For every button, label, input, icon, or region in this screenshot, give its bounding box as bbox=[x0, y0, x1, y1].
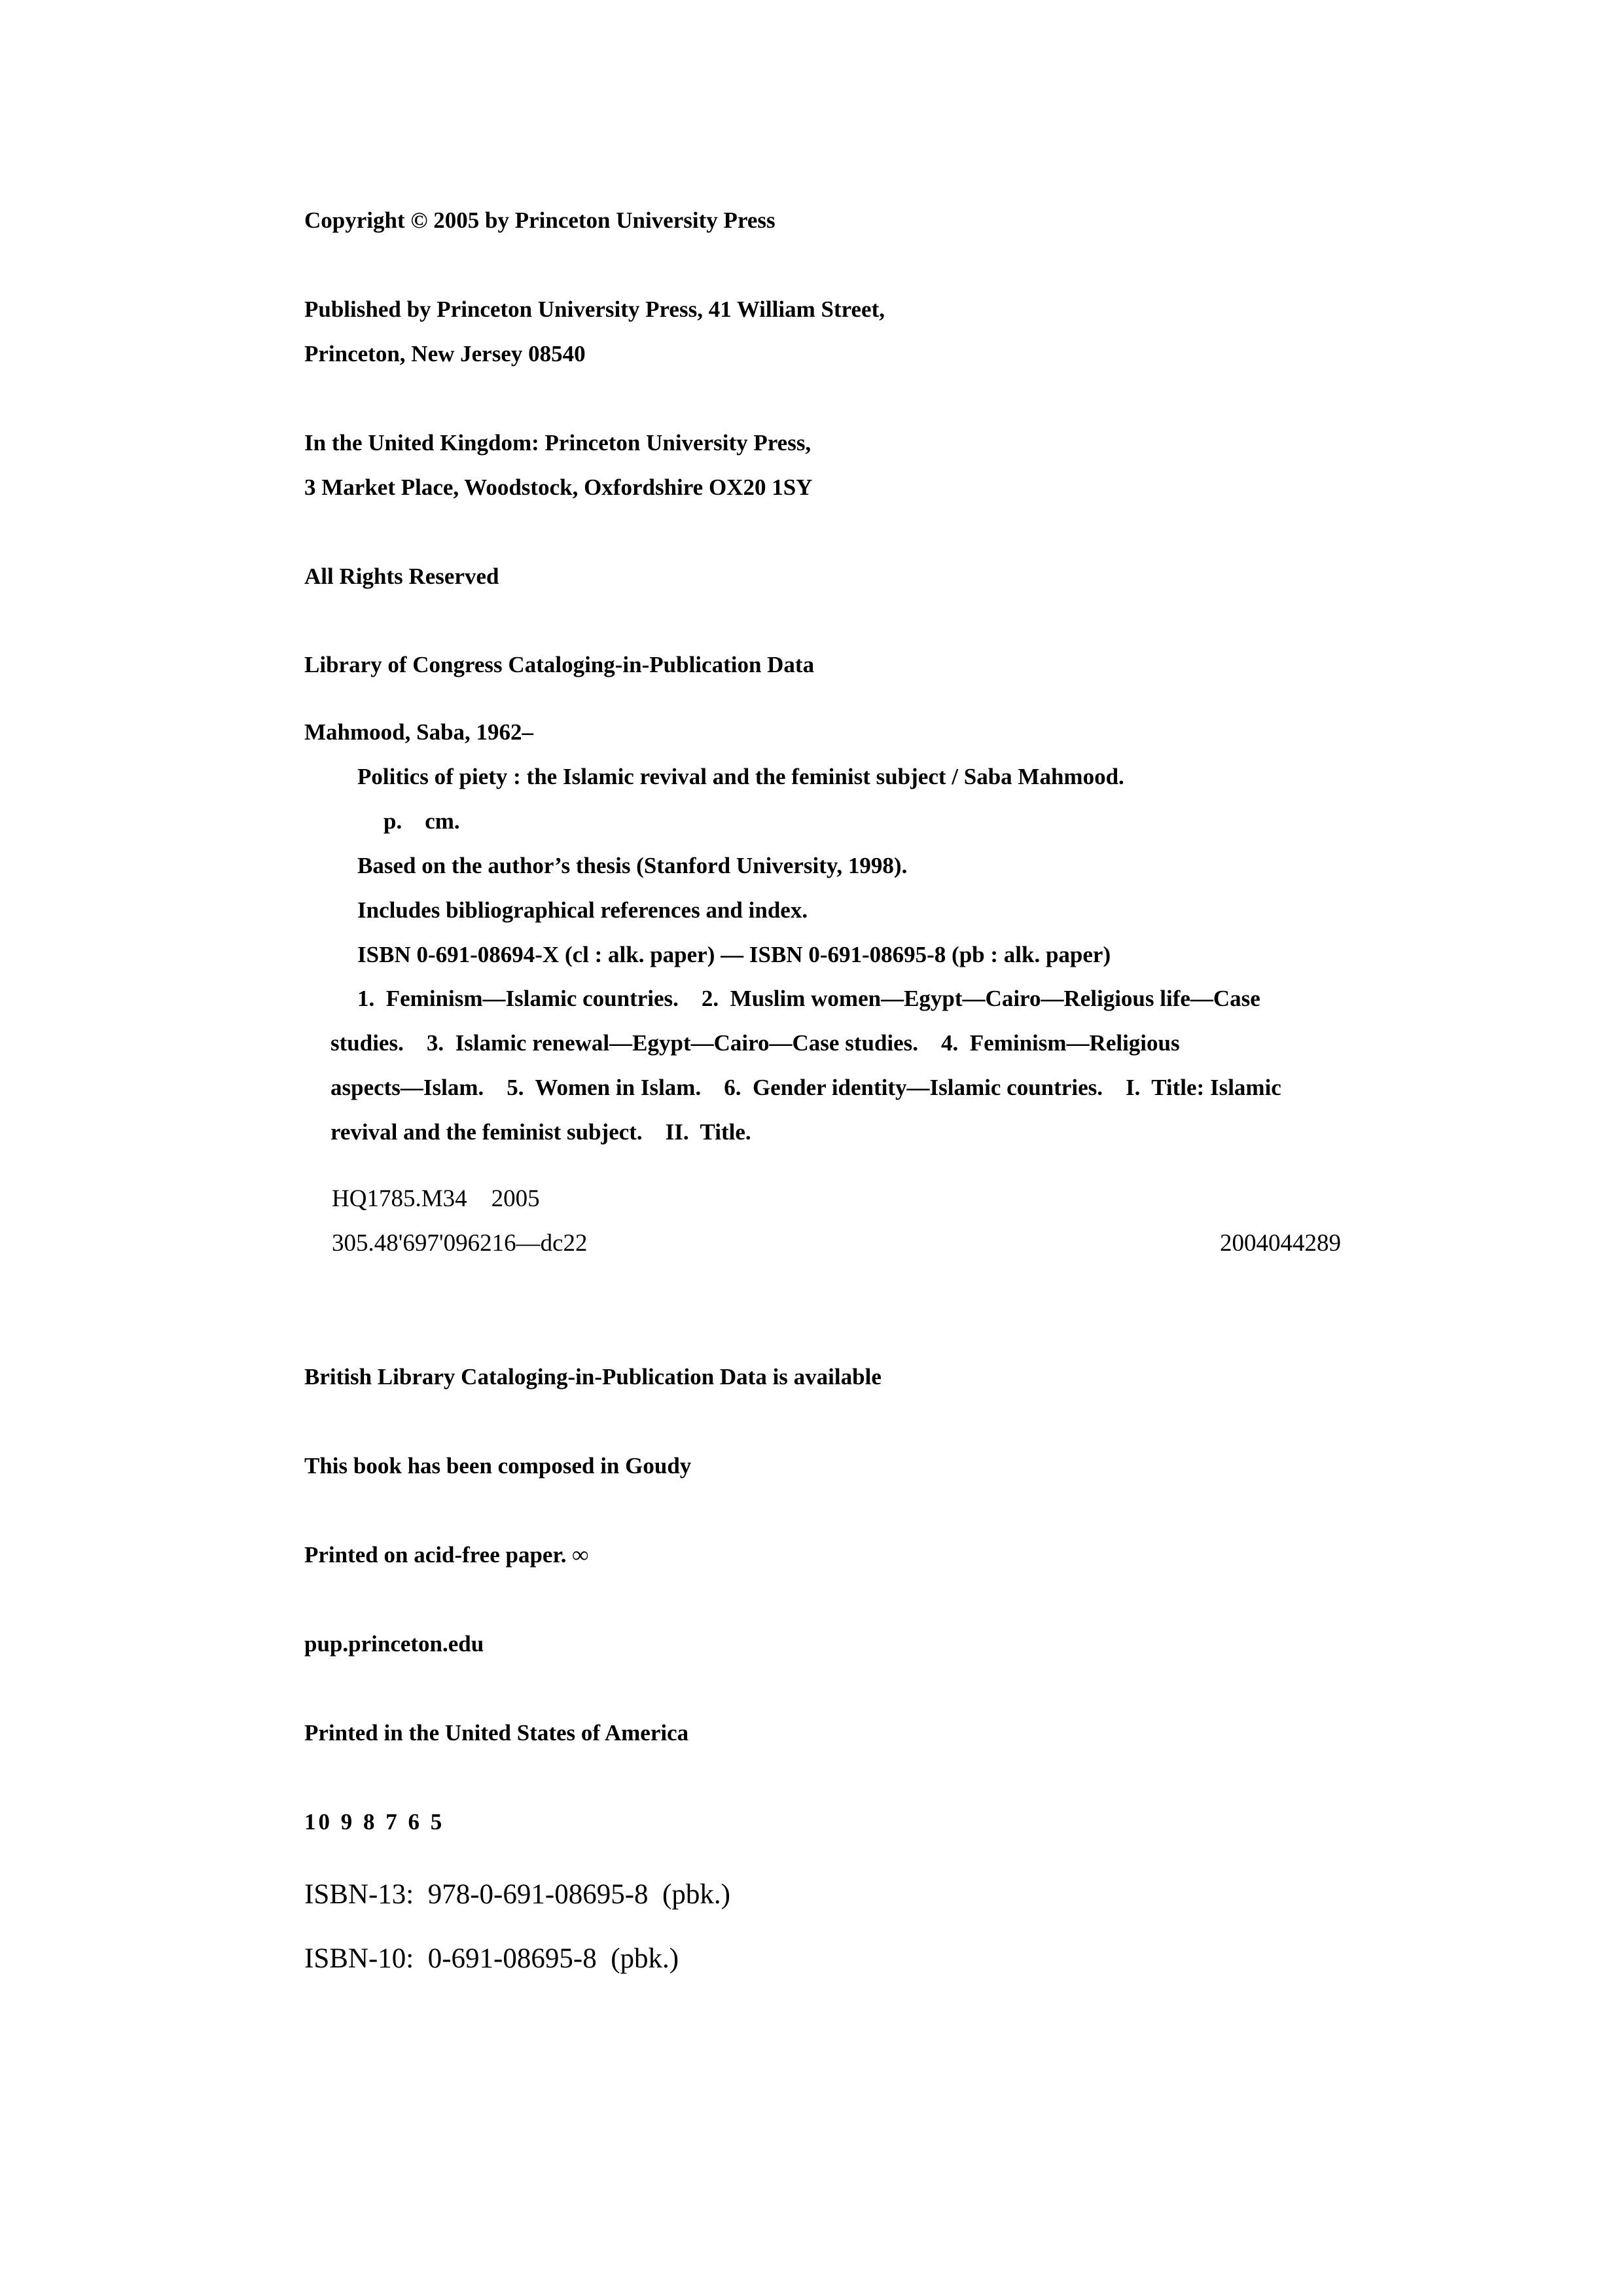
rights-reserved: All Rights Reserved bbox=[304, 564, 499, 589]
cip-subject-line: studies. 3. Islamic renewal—Egypt—Cairo—Case studies. 4. Feminism—Religious bbox=[330, 1030, 1180, 1056]
uk-address-line-1: In the United Kingdom: Princeton University Press, bbox=[304, 430, 812, 456]
cip-heading: Library of Congress Cataloging-in-Publication Data bbox=[304, 652, 815, 677]
cip-pages: p. cm. bbox=[383, 808, 460, 834]
cip-subject-line: 1. Feminism—Islamic countries. 2. Muslim women—Egypt—Cairo—Religious life—Case bbox=[357, 986, 1260, 1011]
publisher-address-line-2: Princeton, New Jersey 08540 bbox=[304, 341, 586, 367]
cip-subject-line: revival and the feminist subject. II. Title. bbox=[330, 1119, 751, 1145]
acid-free-paper-note: Printed on acid-free paper. ∞ bbox=[304, 1542, 589, 1568]
cip-title: Politics of piety : the Islamic revival and the feminist subject / Saba Mahmood. bbox=[357, 764, 1124, 789]
british-library-note: British Library Cataloging-in-Publication Data is available bbox=[304, 1364, 882, 1390]
composition-note: This book has been composed in Goudy bbox=[304, 1453, 692, 1479]
isbn-10: ISBN-10: 0-691-08695-8 (pbk.) bbox=[304, 1943, 679, 1974]
cip-isbn-line: ISBN 0-691-08694-X (cl : alk. paper) — ISBN 0-691-08695-8 (pb : alk. paper) bbox=[357, 942, 1111, 967]
publisher-website: pup.princeton.edu bbox=[304, 1631, 484, 1657]
cip-thesis-note: Based on the author’s thesis (Stanford University, 1998). bbox=[357, 853, 908, 878]
uk-address-line-2: 3 Market Place, Woodstock, Oxfordshire OX20 1SY bbox=[304, 475, 813, 500]
isbn-13: ISBN-13: 978-0-691-08695-8 (pbk.) bbox=[304, 1879, 730, 1910]
cip-author: Mahmood, Saba, 1962– bbox=[304, 719, 534, 745]
cip-lc-classification: HQ1785.M34 2005 bbox=[332, 1185, 540, 1212]
printed-in-note: Printed in the United States of America bbox=[304, 1720, 689, 1746]
cip-dewey-number: 305.48'697'096216—dc22 bbox=[332, 1230, 588, 1257]
publisher-address-line-1: Published by Princeton University Press, 41 William Street, bbox=[304, 296, 885, 322]
cip-bibliography-note: Includes bibliographical references and index. bbox=[357, 897, 808, 923]
cip-lccn: 2004044289 bbox=[1220, 1230, 1341, 1257]
print-line: 10 9 8 7 6 5 bbox=[304, 1809, 445, 1835]
copyright-line: Copyright © 2005 by Princeton University Press bbox=[304, 207, 776, 233]
cip-subject-line: aspects—Islam. 5. Women in Islam. 6. Gender identity—Islamic countries. I. Title: Islamic bbox=[330, 1075, 1281, 1100]
